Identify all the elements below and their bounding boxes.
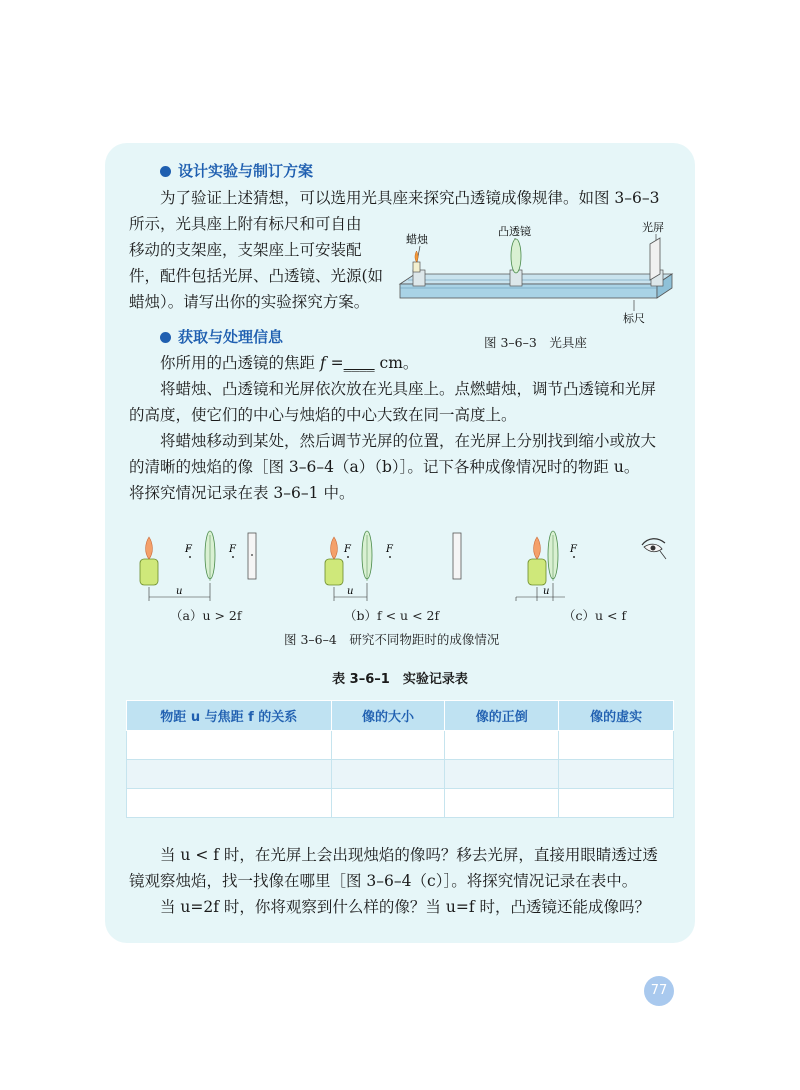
- setup-b: [325, 531, 461, 601]
- table-header-cell: 像的虚实: [559, 701, 674, 731]
- para1-line4: 件，配件包括光屏、凸透镜、光源(如: [129, 267, 384, 285]
- subcaption-c: （c）u < f: [563, 608, 627, 623]
- para1-line2: 所示，光具座上附有标尺和可自由: [129, 215, 362, 233]
- figure-3-6-4-caption: 图 3–6–4 研究不同物距时的成像情况: [284, 632, 500, 647]
- table-header-cell: 像的正倒: [445, 701, 559, 731]
- distance-label: u: [543, 586, 550, 597]
- distance-label: u: [176, 586, 183, 597]
- para1-line1: 为了验证上述猜想，可以选用光具座来探究凸透镜成像规律。如图 3–6–3: [160, 189, 660, 207]
- table-cell: [445, 731, 559, 760]
- section-heading-acquire: 获取与处理信息: [160, 326, 283, 347]
- focal-length-line: 你所用的凸透镜的焦距 f =____ cm。: [160, 354, 419, 372]
- para1-line3: 移动的支架座，支架座上可安装配: [129, 241, 362, 259]
- figure-3-6-3-caption: 图 3–6–3 光具座: [484, 335, 587, 350]
- eye-icon: [642, 539, 666, 559]
- setup-c: [516, 531, 666, 601]
- table-cell: [331, 789, 445, 818]
- para3-line2: 的高度，使它们的中心与烛焰的中心大致在同一高度上。: [129, 406, 517, 424]
- para5-line2: 镜观察烛焰，找一找像在哪里［图 3–6–4（c）］。将探究情况记录在表中。: [129, 872, 638, 890]
- table-cell: [559, 789, 674, 818]
- label-ruler: 标尺: [623, 312, 645, 325]
- section-heading-design: 设计实验与制订方案: [160, 160, 313, 181]
- focal-length-blank: ____: [343, 354, 375, 372]
- table-cell: [331, 731, 445, 760]
- para4-line1: 将蜡烛移动到某处，然后调节光屏的位置，在光屏上分别找到缩小或放大: [160, 432, 657, 450]
- table-row: [127, 789, 674, 818]
- table-cell: [445, 760, 559, 789]
- bullet-icon: [160, 332, 171, 343]
- table-title: 表 3–6–1 实验记录表: [332, 672, 468, 687]
- distance-label: u: [347, 586, 354, 597]
- subcaption-a: （a）u > 2f: [170, 608, 242, 623]
- table-cell: [559, 760, 674, 789]
- page-number: 77: [644, 976, 674, 1006]
- para4-line3: 将探究情况记录在表 3–6–1 中。: [129, 484, 355, 502]
- para4-line2: 的清晰的烛焰的像［图 3–6–4（a）（b）］。记下各种成像情况时的物距 u。: [129, 458, 640, 476]
- para1-line5: 蜡烛）。请写出你的实验探究方案。: [129, 293, 370, 311]
- focus-label: F: [386, 544, 393, 555]
- para3-line1: 将蜡烛、凸透镜和光屏依次放在光具座上。点燃蜡烛，调节凸透镜和光屏: [160, 380, 657, 398]
- table-header-row: [127, 701, 674, 731]
- para6-line1: 当 u=2f 时，你将观察到什么样的像？当 u=f 时，凸透镜还能成像吗？: [160, 898, 650, 916]
- table-row: [127, 731, 674, 760]
- table-cell: [127, 789, 332, 818]
- focus-label: F: [229, 544, 236, 555]
- para5-line1: 当 u < f 时，在光屏上会出现烛焰的像吗？移去光屏，直接用眼睛透过透: [160, 846, 658, 864]
- table-cell: [559, 731, 674, 760]
- setup-a: [140, 531, 256, 601]
- bullet-icon: [160, 166, 171, 177]
- table-row: [127, 760, 674, 789]
- label-screen: 光屏: [642, 221, 664, 234]
- table-cell: [331, 760, 445, 789]
- label-candle: 蜡烛: [406, 233, 428, 246]
- optical-bench-figure: [398, 218, 683, 326]
- table-header-cell: 像的大小: [331, 701, 445, 731]
- focus-label: F: [570, 544, 577, 555]
- table-header-cell: 物距 u 与焦距 f 的关系: [127, 701, 332, 731]
- table-cell: [445, 789, 559, 818]
- focus-label: F: [344, 544, 351, 555]
- subcaption-b: （b）f < u < 2f: [344, 608, 440, 623]
- table-cell: [127, 731, 332, 760]
- table-cell: [127, 760, 332, 789]
- experiment-record-table: [126, 700, 674, 818]
- focus-label: F: [185, 544, 192, 555]
- label-lens: 凸透镜: [498, 225, 531, 238]
